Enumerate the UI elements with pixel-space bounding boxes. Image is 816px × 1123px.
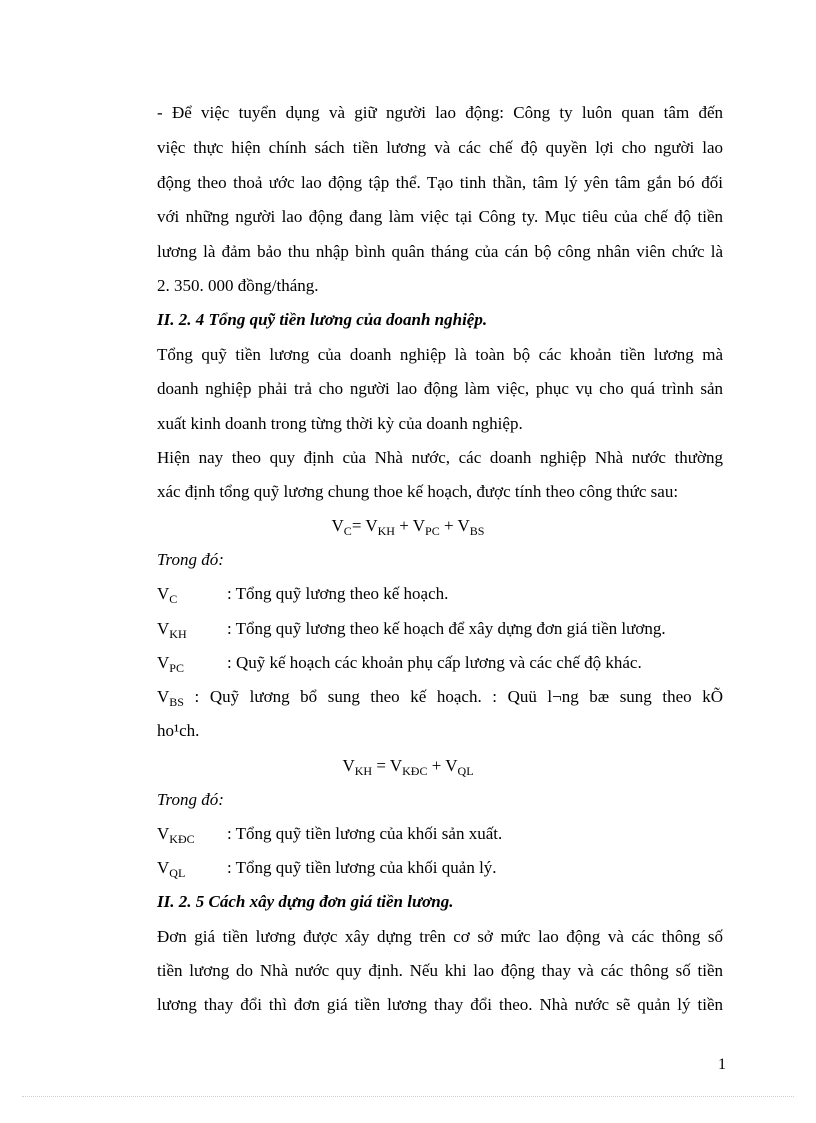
page-number: 1 <box>718 1056 726 1073</box>
formula-total-fund: $V_C= V_{KH} + V_{PC} + V_{BS}$ <box>331 516 485 538</box>
variable-symbol: $V_{PC}$ <box>157 653 184 675</box>
paragraph-line: ho¹ch. <box>157 721 200 740</box>
variable-symbol: $V_{KĐC}$ <box>157 824 195 846</box>
paragraph-line: 2. 350. 000 đồng/tháng. <box>157 276 319 295</box>
variable-definition-bs: $V_{BS}$ : Quỹ lương bổ sung theo kế hoạch. : Quü l¬ng bæ sung theo kÕ <box>157 687 723 709</box>
variable-definition: : Tổng quỹ tiền lương của khối quản lý. <box>227 858 497 877</box>
paragraph-line: tiền lương do Nhà nước quy định. Nếu khi lao động thay và các thông số tiền <box>157 961 723 980</box>
page-bottom-divider <box>22 1096 794 1097</box>
variable-symbol: $V_C$ <box>157 584 178 606</box>
variable-definition: : Tổng quỹ lương theo kế hoạch để xây dựng đơn giá tiền lương. <box>227 619 666 638</box>
paragraph-line: động theo thoả ước lao động tập thể. Tạo tinh thần, tâm lý yên tâm gắn bó đối <box>157 173 723 192</box>
paragraph-line: lương là đảm bảo thu nhập bình quân tháng của cán bộ công nhân viên chức là <box>157 242 723 261</box>
paragraph-line: việc thực hiện chính sách tiền lương và các chế độ quyền lợi cho người lao <box>157 138 723 157</box>
paragraph-line: Tổng quỹ tiền lương của doanh nghiệp là toàn bộ các khoản tiền lương mà <box>157 345 723 364</box>
where-label: Trong đó: <box>157 790 224 809</box>
paragraph-line: Hiện nay theo quy định của Nhà nước, các doanh nghiệp Nhà nước thường <box>157 448 723 467</box>
paragraph-line: với những người lao động đang làm việc tại Công ty. Mục tiêu của chế độ tiền <box>157 207 723 226</box>
paragraph-line: lương thay đổi thì đơn giá tiền lương thay đổi theo. Nhà nước sẽ quản lý tiền <box>157 995 723 1014</box>
variable-symbol: $V_{QL}$ <box>157 858 186 880</box>
variable-symbol: $V_{BS}$ <box>157 687 184 709</box>
variable-definition: : Tổng quỹ tiền lương của khối sản xuất. <box>227 824 503 843</box>
paragraph-line: - Để việc tuyển dụng và giữ người lao động: Công ty luôn quan tâm đến <box>157 103 723 122</box>
variable-definition: : Quỹ kế hoạch các khoản phụ cấp lương và các chế độ khác. <box>227 653 642 672</box>
paragraph-line: doanh nghiệp phải trả cho người lao động làm việc, phục vụ cho quá trình sản <box>157 379 723 398</box>
variable-definition: : Tổng quỹ lương theo kế hoạch. <box>227 584 449 603</box>
paragraph-line: xuất kinh doanh trong từng thời kỳ của doanh nghiệp. <box>157 414 523 433</box>
paragraph-line: xác định tổng quỹ lương chung thoe kế hoạch, được tính theo công thức sau: <box>157 482 679 501</box>
paragraph-line: Đơn giá tiền lương được xây dựng trên cơ sở mức lao động và các thông số <box>157 927 723 946</box>
section-heading: II. 2. 5 Cách xây dựng đơn giá tiền lương. <box>157 892 454 911</box>
variable-symbol: $V_{KH}$ <box>157 619 187 641</box>
section-heading: II. 2. 4 Tổng quỹ tiền lương của doanh nghiệp. <box>157 310 488 329</box>
where-label: Trong đó: <box>157 550 224 569</box>
formula-plan-fund: $V_{KH} = V_{KĐC} + V_{QL}$ <box>342 756 474 778</box>
